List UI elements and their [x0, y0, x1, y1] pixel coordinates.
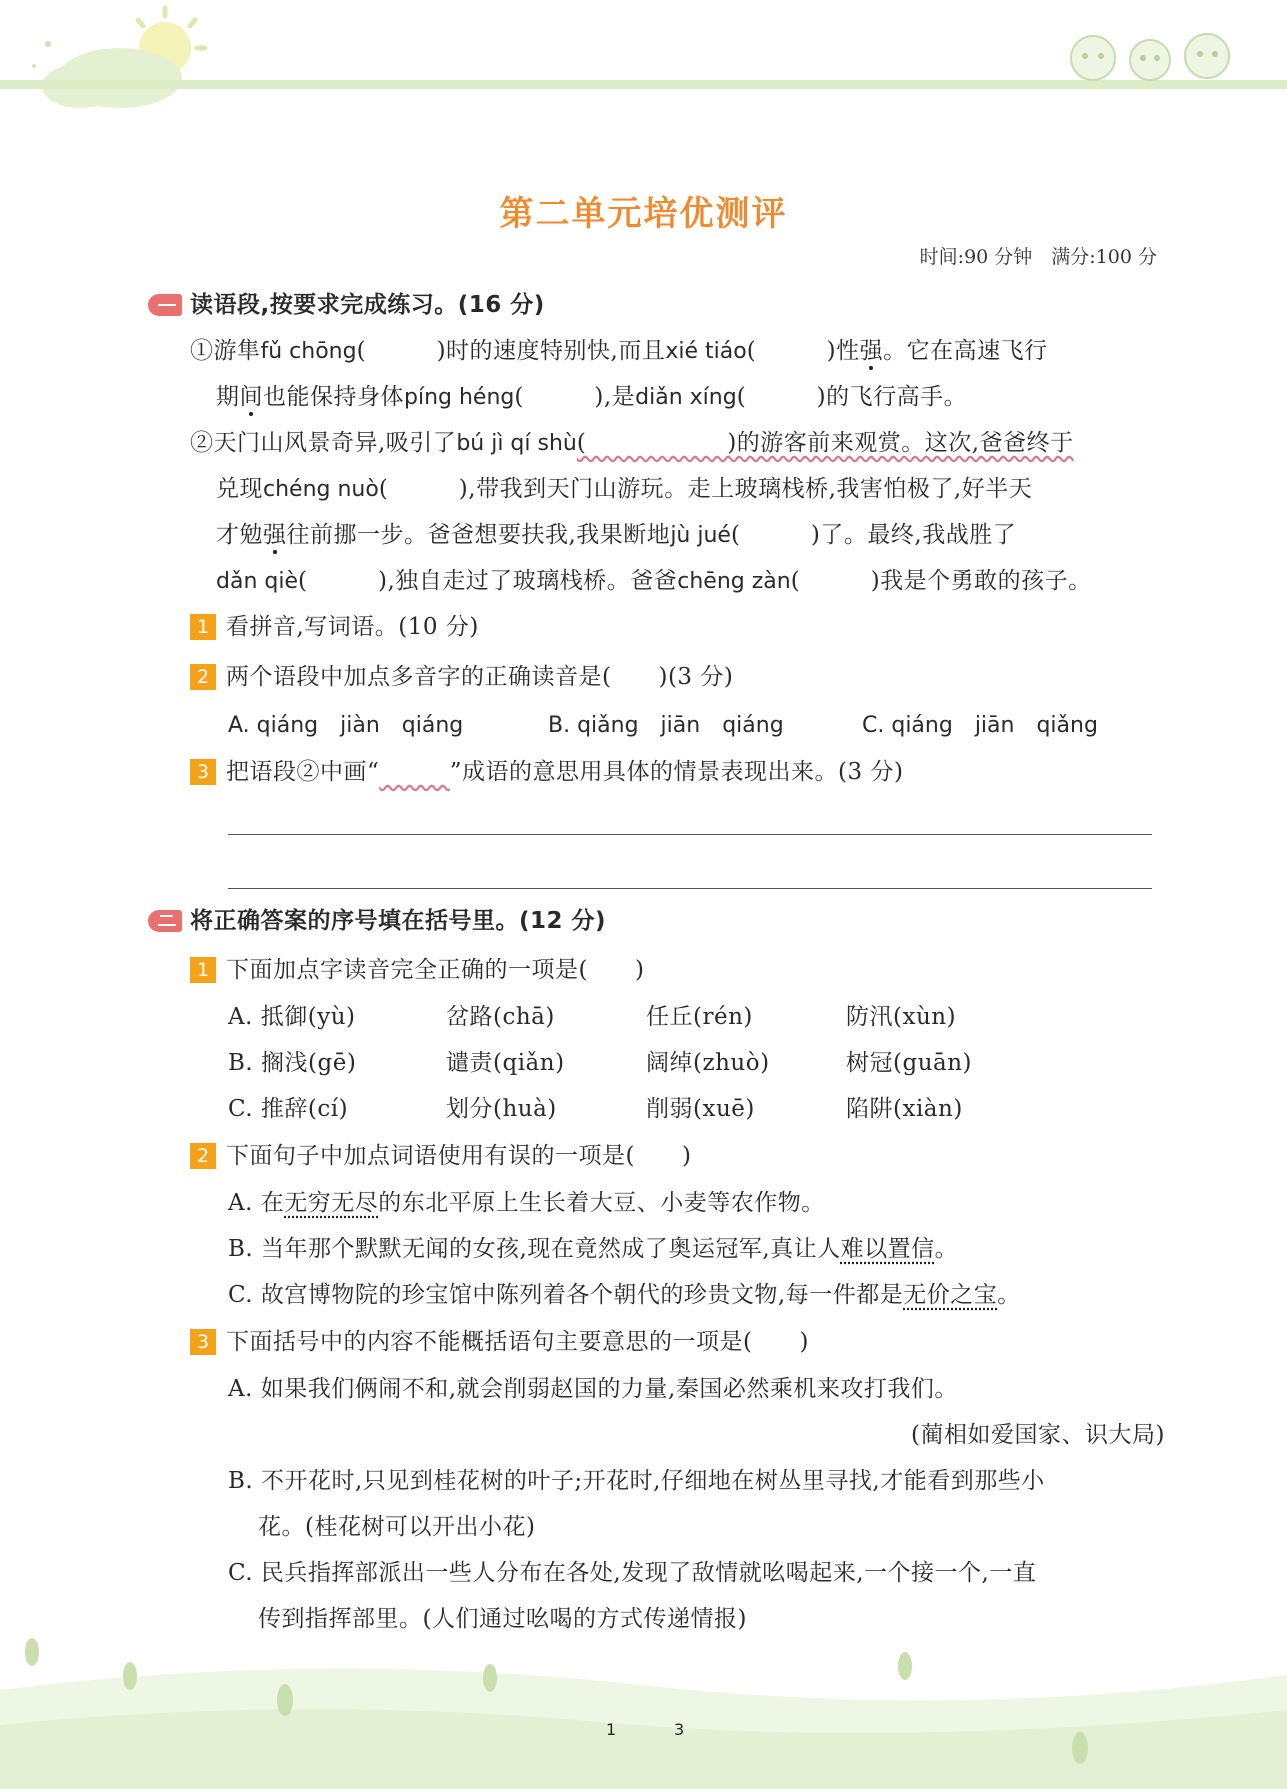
page-number-left: 1	[606, 1720, 617, 1739]
hills-trees-icon	[0, 1630, 1287, 1789]
s2-q1-text: 下面加点字读音完全正确的一项是( )	[226, 957, 645, 983]
s2-q1-row-a-3: 任丘(rén)	[646, 1004, 753, 1030]
s2-q2-text: 下面句子中加点词语使用有误的一项是( )	[226, 1143, 692, 1169]
s2-q1-row-c-2: 划分(huà)	[446, 1096, 557, 1122]
s2-q1-row-c-3: 削弱(xuē)	[646, 1096, 755, 1122]
s2-q1-row-b-1[interactable]: B. 搁浅(gē)	[228, 1050, 357, 1076]
sun-cloud-icon	[0, 0, 220, 115]
wavy-blank[interactable]: ( )的游客前来观赏。这次,爸爸终于	[576, 430, 1074, 456]
s2-q3-text: 下面括号中的内容不能概括语句主要意思的一项是( )	[226, 1329, 809, 1355]
s2-q1-row-b-4: 树冠(guān)	[846, 1050, 973, 1076]
question-number-2: 2	[190, 664, 216, 690]
page-title: 第二单元培优测评	[499, 194, 788, 234]
question-number-1: 1	[190, 614, 216, 640]
para1-line2: 期间也能保持身体píng héng( ),是diǎn xíng( )的飞行高手。	[216, 384, 968, 410]
s2-q3-option-a-note: (蔺相如爱国家、识大局)	[911, 1422, 1165, 1448]
question-number-3: 3	[190, 759, 216, 785]
s2-q1-row-a-1[interactable]: A. 抵御(yù)	[228, 1004, 356, 1030]
s2-q3-option-a[interactable]: A. 如果我们俩闹不和,就会削弱赵国的力量,秦国必然乘机来攻打我们。	[228, 1376, 958, 1402]
question-number-1: 1	[190, 957, 216, 983]
s1-q2-option-c[interactable]: C. qiáng jiān qiǎng	[862, 713, 1098, 738]
dotted-char: 间	[239, 384, 263, 410]
s1-q2-option-a[interactable]: A. qiáng jiàn qiáng	[228, 713, 464, 738]
s2-q3-option-b[interactable]: B. 不开花时,只见到桂花树的叶子;开花时,仔细地在树丛里寻找,才能看到那些小	[228, 1468, 1045, 1494]
dotted-phrase: 无价之宝	[903, 1282, 998, 1308]
s2-q2-option-a[interactable]: A. 在无穷无尽的东北平原上生长着大豆、小麦等农作物。	[228, 1190, 825, 1216]
page-number-right: 3	[674, 1720, 685, 1739]
para2-line4: dǎn qiè( ),独自走过了玻璃栈桥。爸爸chēng zàn( )我是个勇敢的孩子。	[216, 568, 1092, 594]
s2-q3-option-c-cont: 传到指挥部里。(人们通过吆喝的方式传递情报)	[258, 1606, 747, 1632]
s2-q1-row-a-2: 岔路(chā)	[446, 1004, 555, 1030]
dotted-char: 强	[859, 338, 884, 364]
para2-line2: 兑现chéng nuò( ),带我到天门山游玩。走上玻璃栈桥,我害怕极了,好半天	[216, 476, 1033, 502]
s2-q2-option-b[interactable]: B. 当年那个默默无闻的女孩,现在竟然成了奥运冠军,真让人难以置信。	[228, 1236, 959, 1262]
s2-q3-option-c[interactable]: C. 民兵指挥部派出一些人分布在各处,发现了敌情就吆喝起来,一个接一个,一直	[228, 1560, 1037, 1586]
s2-q1-row-c-4: 陷阱(xiàn)	[846, 1096, 963, 1122]
answer-line-1[interactable]	[228, 834, 1152, 835]
answer-line-2[interactable]	[228, 888, 1152, 889]
s2-q1-row-b-2: 谴责(qiǎn)	[446, 1050, 565, 1076]
dotted-phrase: 无穷无尽	[284, 1190, 379, 1216]
question-number-3: 3	[190, 1329, 216, 1355]
wavy-mark	[379, 759, 450, 785]
s1-q2-text: 两个语段中加点多音字的正确读音是( )(3 分)	[226, 664, 734, 690]
s1-q2-option-b[interactable]: B. qiǎng jiān qiáng	[548, 713, 784, 738]
section-one-badge	[148, 294, 182, 316]
s2-q1-row-c-1[interactable]: C. 推辞(cí)	[228, 1096, 349, 1122]
question-number-2: 2	[190, 1143, 216, 1169]
dotted-phrase: 难以置信	[840, 1236, 935, 1262]
s1-q3-text: 把语段②中画“ ”成语的意思用具体的情景表现出来。(3 分)	[226, 759, 904, 785]
s1-q1-text: 看拼音,写词语。(10 分)	[226, 614, 479, 640]
time-score-info: 时间:90 分钟 满分:100 分	[919, 246, 1157, 268]
s2-q1-row-b-3: 阔绰(zhuò)	[646, 1050, 770, 1076]
s2-q3-option-b-cont: 花。(桂花树可以开出小花)	[258, 1514, 536, 1540]
section-two-heading: 将正确答案的序号填在括号里。(12 分)	[190, 908, 607, 934]
section-two-badge	[148, 910, 182, 932]
dotted-char: 强	[263, 522, 287, 548]
para2-line3: 才勉强往前挪一步。爸爸想要扶我,我果断地jù jué( )了。最终,我战胜了	[216, 522, 1017, 548]
s2-q2-option-c[interactable]: C. 故宫博物院的珍宝馆中陈列着各个朝代的珍贵文物,每一件都是无价之宝。	[228, 1282, 1021, 1308]
para1-line1: ①游隼fǔ chōng( )时的速度特别快,而且xié tiáo( )性强。它在高速飞行	[190, 338, 1048, 364]
s2-q1-row-a-4: 防汛(xùn)	[846, 1004, 957, 1030]
para2-line1: ②天门山风景奇异,吸引了bú jì qí shù( )的游客前来观赏。这次,爸爸终于	[190, 430, 1074, 456]
section-one-heading: 读语段,按要求完成练习。(16 分)	[190, 292, 545, 318]
animal-faces-icon	[1055, 22, 1255, 84]
